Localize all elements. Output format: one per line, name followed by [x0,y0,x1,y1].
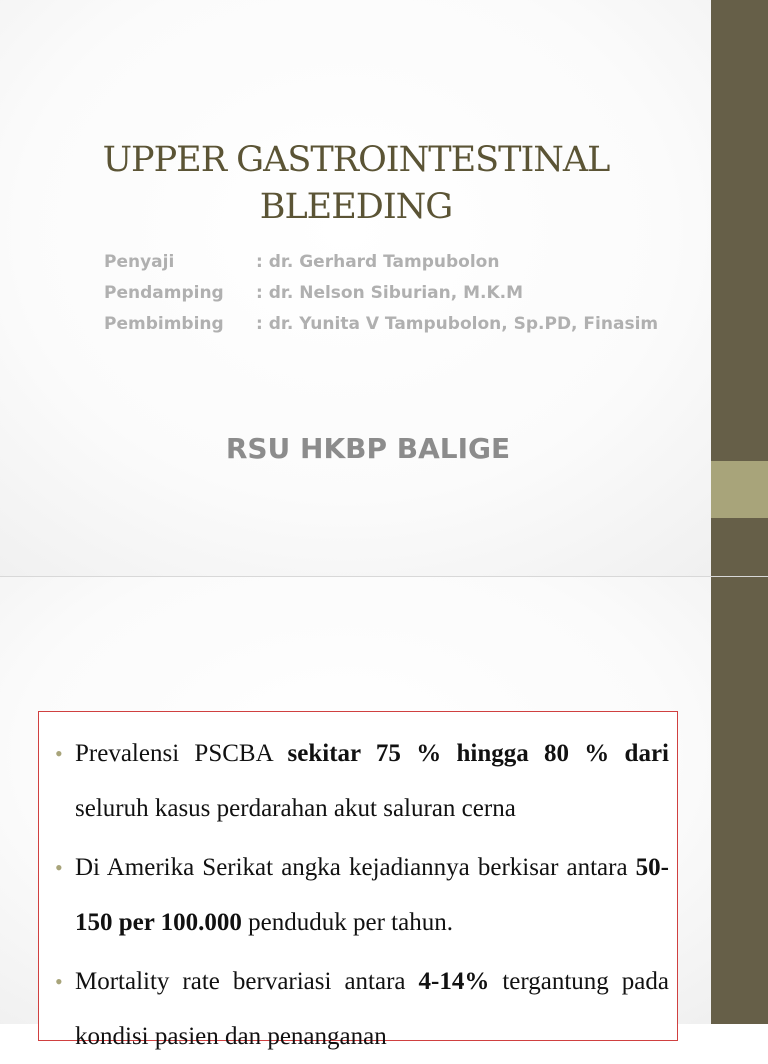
content-box [38,711,678,1050]
bullet-emphasis: 50-150 per 100.000 [75,854,669,936]
bullet-text: Mortality rate bervariasi antara [75,968,419,995]
credit-name: : dr. Nelson Siburian, M.K.M [256,282,524,303]
sidebar-bar [711,577,768,1024]
credit-role: Pembimbing [104,313,224,334]
credit-role: Pendamping [104,282,224,303]
title-line-2: BLEEDING [259,187,453,227]
bullet-emphasis: sekitar 75 % hingga 80 % dari [287,740,669,767]
bullet-mortality [55,954,669,1064]
credit-row-pembimbing [104,308,658,339]
slide-title [60,137,652,231]
bullet-text: seluruh kasus perdarahan akut saluran cerna [75,795,516,822]
bullet-text: penduduk per tahun. [241,909,453,936]
credit-role: Penyaji [104,251,175,272]
bullet-prevalence [55,726,669,836]
bullet-incidence [55,840,669,950]
sidebar-accent-block [711,461,768,518]
credit-name: : dr. Gerhard Tampubolon [256,251,500,272]
bullet-list [39,712,677,1064]
bullet-emphasis: 4-14% [418,968,490,995]
credit-row-pendamping [104,277,658,308]
bullet-text: Prevalensi PSCBA [75,740,288,767]
bullet-text: tergantung pada kondisi pasien dan penanganan [75,968,669,1050]
credit-name: : dr. Yunita V Tampubolon, Sp.PD, Finasim [256,313,659,334]
credits-list [104,246,658,339]
bullet-text: Di Amerika Serikat angka kejadiannya berkisar antara [75,854,636,881]
institution-name: RSU HKBP BALIGE [225,432,511,465]
credit-row-penyaji [104,246,658,277]
content-slide [0,577,768,1050]
title-line-1: UPPER GASTROINTESTINAL [102,140,610,180]
